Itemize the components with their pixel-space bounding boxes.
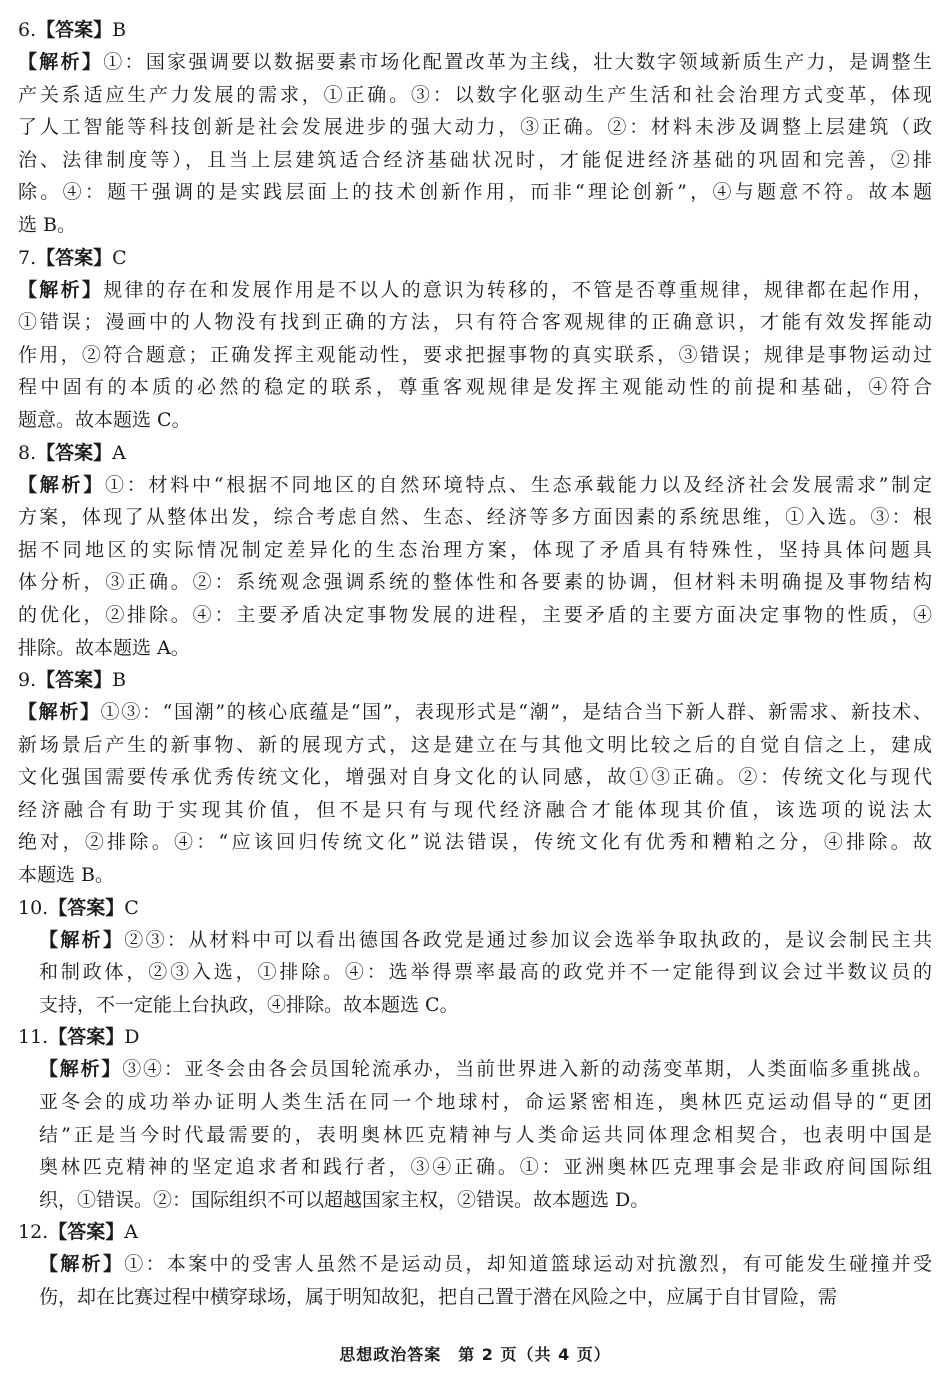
analysis-text: 体分析，③正确。②：系统观念强调系统的整体性和各要素的协调，但材料未明确提及事物结构	[18, 571, 932, 594]
analysis-text: 排除。故本题选 A。	[18, 636, 190, 659]
analysis-line	[18, 566, 932, 599]
analysis-line	[18, 404, 932, 437]
analysis-line	[18, 79, 932, 112]
analysis-line	[18, 826, 932, 859]
answer-line	[18, 242, 932, 274]
analysis-paragraph	[18, 469, 932, 665]
analysis-text: ③④：亚冬会由各会员国轮流承办，当前世界进入新的动荡变革期，人类面临多重挑战。	[122, 1058, 932, 1081]
answer-label: 【答案】	[48, 896, 125, 919]
analysis-line	[39, 924, 932, 957]
analysis-text: 织，①错误。②：国际组织不可以超越国家主权，②错误。故本题选 D。	[39, 1188, 650, 1211]
question-item	[18, 664, 932, 892]
analysis-line	[18, 339, 932, 372]
answer-label: 【答案】	[36, 669, 113, 692]
analysis-line	[18, 111, 932, 144]
analysis-line	[39, 1184, 932, 1217]
answer-line	[18, 1216, 932, 1248]
analysis-text: 的优化，②排除。④：主要矛盾决定事物发展的进程，主要矛盾的主要方面决定事物的性质，④	[18, 603, 932, 626]
analysis-line	[18, 794, 932, 827]
question-number: 6.	[18, 19, 37, 41]
answer-value: B	[112, 19, 127, 41]
answer-page	[18, 14, 932, 1314]
question-number: 7.	[18, 246, 37, 269]
analysis-label: 【解析】	[18, 473, 106, 496]
analysis-line	[39, 1086, 932, 1119]
analysis-line	[18, 761, 932, 794]
answer-line	[18, 892, 932, 924]
analysis-line	[39, 1053, 932, 1086]
question-number: 9.	[18, 669, 37, 692]
analysis-text: 治、法律制度等），且当上层建筑适合经济基础状况时，才能促进经济基础的巩固和完善，②排	[18, 148, 932, 171]
analysis-paragraph	[18, 1248, 932, 1313]
analysis-text: 题意。故本题选 C。	[18, 408, 191, 431]
analysis-line	[39, 1248, 932, 1281]
answer-value: A	[124, 1221, 138, 1244]
analysis-line	[18, 729, 932, 762]
analysis-line	[18, 469, 932, 502]
answer-label: 【答案】	[48, 1026, 125, 1049]
analysis-line	[18, 46, 932, 79]
analysis-paragraph	[18, 46, 932, 242]
analysis-text: 经济融合有助于实现其价值，但不是只有与现代经济融合才能体现其价值，该选项的说法太	[18, 798, 932, 821]
question-item	[18, 1021, 932, 1216]
question-item	[18, 1216, 932, 1313]
analysis-paragraph	[18, 924, 932, 1022]
analysis-text: 文化强国需要传承优秀传统文化，增强对自身文化的认同感，故①③正确。②：传统文化与现代	[18, 766, 932, 789]
question-number: 11.	[18, 1026, 49, 1049]
analysis-text: 除。④：题干强调的是实践层面上的技术创新作用，而非“理论创新”，④与题意不符。故本题	[18, 181, 932, 204]
analysis-line	[39, 1281, 932, 1314]
analysis-text: 和制政体，②③入选，①排除。④：选举得票率最高的政党并不一定能得到议会过半数议员的	[39, 961, 932, 984]
analysis-text: 产关系适应生产力发展的需求，①正确。③：以数字化驱动生产生活和社会治理方式变革，体现	[18, 83, 932, 106]
analysis-text: ①③：“国潮”的核心底蕴是“国”，表现形式是“潮”，是结合当下新人群、新需求、新技术、	[100, 701, 932, 724]
analysis-text: 规律的存在和发展作用是不以人的意识为转移的，不管是否尊重规律，规律都在起作用，	[103, 278, 932, 301]
analysis-line	[18, 176, 932, 209]
question-item	[18, 437, 932, 665]
answer-line	[18, 664, 932, 696]
answer-value: B	[112, 669, 127, 692]
answer-line	[18, 1021, 932, 1053]
analysis-line	[18, 501, 932, 534]
analysis-line	[39, 989, 932, 1022]
analysis-text: 选 B。	[18, 213, 77, 236]
analysis-text: 奥林匹克精神的坚定追求者和践行者，③④正确。①：亚洲奥林匹克理事会是非政府间国际组	[39, 1156, 932, 1179]
analysis-text: 了人工智能等科技创新是社会发展进步的强大动力，③正确。②：材料未涉及调整上层建筑（政	[18, 116, 932, 139]
analysis-text: ①错误；漫画中的人物没有找到正确的方法，只有符合客观规律的正确意识，才能有效发挥能动	[18, 311, 932, 334]
analysis-text: 本题选 B。	[18, 864, 115, 887]
question-number: 8.	[18, 441, 37, 464]
page-footer: 思想政治答案 第 2 页（共 4 页）	[339, 1345, 611, 1364]
question-item	[18, 242, 932, 437]
analysis-line	[18, 534, 932, 567]
analysis-paragraph	[18, 1053, 932, 1216]
answer-line	[18, 14, 932, 46]
analysis-text: 伤，却在比赛过程中横穿球场，属于明知故犯，把自己置于潜在风险之中，应属于自甘冒险，需	[39, 1286, 838, 1308]
question-item	[18, 14, 932, 242]
analysis-label: 【解析】	[39, 1253, 125, 1276]
analysis-text: ①：本案中的受害人虽然不是运动员，却知道篮球运动对抗激烈，有可能发生碰撞并受	[124, 1253, 932, 1276]
answer-label: 【答案】	[48, 1221, 125, 1244]
analysis-text: 结”正是当今时代最需要的，表明奥林匹克精神与人类命运共同体理念相契合，也表明中国是	[39, 1123, 932, 1146]
answer-label: 【答案】	[36, 246, 113, 269]
analysis-line	[18, 599, 932, 632]
analysis-label: 【解析】	[18, 278, 104, 301]
analysis-line	[39, 1119, 932, 1152]
answer-value: C	[112, 246, 127, 269]
answer-label: 【答案】	[36, 19, 113, 41]
analysis-line	[18, 632, 932, 665]
analysis-text: 方案，体现了从整体出发，综合考虑自然、生态、经济等多方面因素的系统思维，①入选。③：根	[18, 506, 932, 529]
analysis-line	[18, 696, 932, 729]
analysis-label: 【解析】	[39, 928, 125, 951]
analysis-text: 支持，不一定能上台执政，④排除。故本题选 C。	[39, 993, 459, 1016]
analysis-text: 绝对，②排除。④：“应该回归传统文化”说法错误，传统文化有优秀和糟粕之分，④排除。故	[18, 831, 932, 854]
analysis-line	[18, 209, 932, 242]
analysis-text: ①：国家强调要以数据要素市场化配置改革为主线，壮大数字领域新质生产力，是调整生	[103, 51, 932, 73]
analysis-line	[18, 144, 932, 177]
answer-value: D	[124, 1026, 140, 1049]
answer-value: A	[112, 441, 126, 464]
analysis-text: ①：材料中“根据不同地区的自然环境特点、生态承载能力以及经济社会发展需求”制定	[105, 473, 932, 496]
question-number: 10.	[18, 896, 49, 919]
question-number: 12.	[18, 1221, 49, 1244]
analysis-text: 作用，②符合题意；正确发挥主观能动性，要求把握事物的真实联系，③错误；规律是事物运动过	[18, 343, 932, 366]
analysis-label: 【解析】	[18, 701, 101, 724]
answer-value: C	[124, 896, 139, 919]
analysis-text: ②③：从材料中可以看出德国各政党是通过参加议会选举争取执政的，是议会制民主共	[124, 928, 932, 951]
analysis-text: 程中固有的本质的必然的稳定的联系，尊重客观规律是发挥主观能动性的前提和基础，④符合	[18, 376, 932, 399]
analysis-text: 据不同地区的实际情况制定差异化的生态治理方案，体现了矛盾具有特殊性，坚持具体问题具	[18, 538, 932, 561]
analysis-line	[39, 956, 932, 989]
analysis-line	[18, 274, 932, 307]
analysis-label: 【解析】	[39, 1058, 123, 1081]
analysis-line	[18, 306, 932, 339]
analysis-paragraph	[18, 274, 932, 437]
analysis-label: 【解析】	[18, 51, 104, 73]
analysis-text: 亚冬会的成功举办证明人类生活在同一个地球村，命运紧密相连，奥林匹克运动倡导的“更团	[39, 1091, 932, 1114]
question-item	[18, 892, 932, 1022]
analysis-paragraph	[18, 696, 932, 892]
analysis-line	[18, 371, 932, 404]
answer-label: 【答案】	[36, 441, 113, 464]
analysis-line	[18, 859, 932, 892]
analysis-text: 新场景后产生的新事物、新的展现方式，这是建立在与其他文明比较之后的自觉自信之上，建成	[18, 733, 932, 756]
analysis-line	[39, 1151, 932, 1184]
answer-line	[18, 437, 932, 469]
